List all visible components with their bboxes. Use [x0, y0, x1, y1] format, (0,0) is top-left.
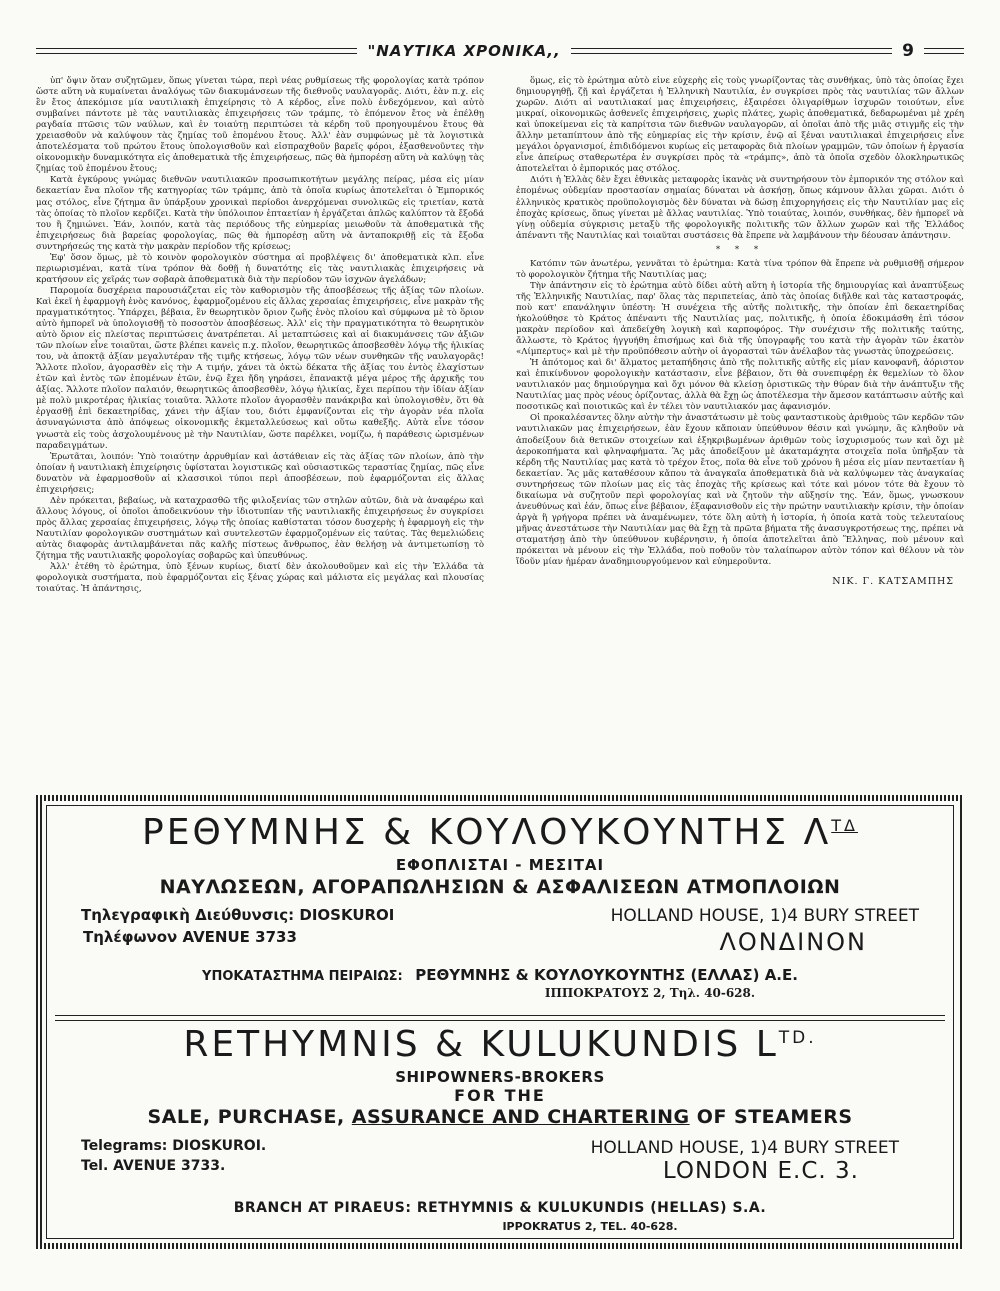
article-column-left — [36, 76, 484, 792]
header-rule-end — [924, 48, 964, 54]
greek-branch-address: ΙΠΠΟΚΡΑΤΟΥΣ 2, Τηλ. 40-628. — [544, 986, 756, 1000]
paragraph: Διότι ἡ Ἑλλὰς δὲν ἔχει ἐθνικὰς μεταφορὰς ἱκανὰς νὰ συντηρήσουν τὸν ἐμπορικόν της στόλον καὶ ἑπομένως οὐδεμίαν προστασίαν σημαίας δύναται νὰ ἀσκήσῃ, ὅπως κάμνουν ἄλλαι χῶραι. Διότι ὁ ἑλληνικὸς κρατικὸς προϋπολογισμὸς δὲν δύναται νὰ δώσῃ ἐπιχορηγήσεις εἰς τὴν Ναυτιλίαν μας εἰς ἐποχὰς κρίσεως, ὅπως γίνεται μὲ ἄλλας ναυτιλίας. Ὑπὸ τοιαύτας, λοιπόν, συνθήκας, δὲν ἠμπορεῖ νὰ γίνῃ οὐδεμία σύγκρισις μεταξὺ τῆς φορολογικῆς πολιτικῆς τῶν ἄλλων χωρῶν καὶ τῆς Ἑλλάδος ἀπέναντι τῆς Ναυτιλίας καὶ τοιαῦται συστάσεις θὰ ἔπρεπε νὰ λαμβάνουν τὴν δέουσαν ἀπάντησιν. — [516, 175, 964, 241]
english-telegrams: Telegrams: DIOSKUROI. — [81, 1138, 267, 1154]
greek-branch-row — [47, 966, 953, 984]
article-column-right — [516, 76, 964, 792]
english-for-the: FOR THE — [454, 1086, 546, 1105]
english-company-text: RETHYMNIS & KULUKUNDIS L — [183, 1024, 779, 1065]
page-header — [36, 36, 964, 66]
section-separator: * * * — [715, 244, 765, 255]
publication-title: "ΝΑΥΤΙΚΑ ΧΡΟΝΙΚΑ,, — [367, 42, 561, 60]
greek-company-name — [47, 812, 953, 853]
english-company-suffix: TD. — [778, 1028, 817, 1048]
english-company-name — [47, 1024, 953, 1065]
greek-contact-row-1 — [47, 906, 953, 926]
header-rule-left — [36, 48, 357, 54]
greek-branch-name: ΡΕΘΥΜΝΗΣ & ΚΟΥΛΟΥΚΟΥΝΤΗΣ (ΕΛΛΑΣ) Α.Ε. — [415, 966, 798, 984]
paragraph: Ἐφ' ὅσον ὅμως, μὲ τὸ κοινὸν φορολογικὸν σύστημα αἱ προβλέψεις δι' ἀποθεματικὰ κλπ. εἶνε περιωρισμέναι, κατὰ τίνα τρόπον θὰ δοθῇ ἡ δυνατότης εἰς τὰς ναυτιλιακὰς ἐπιχειρήσεις νὰ κρατήσουν εἰς χεῖράς των σοβαρὰ ἀποθεματικὰ διὰ τὴν περίοδον τῶν ἰσχνῶν ἀγελάδων; — [36, 252, 484, 285]
advertisement-divider — [55, 1015, 945, 1021]
english-contact-row-1 — [47, 1138, 953, 1158]
english-address: HOLLAND HOUSE, 1)4 BURY STREET — [590, 1138, 899, 1158]
page-number: 9 — [902, 41, 914, 61]
greek-contact-row-2 — [47, 928, 953, 956]
english-city: LONDON E.C. 3. — [662, 1158, 859, 1184]
paragraph: Δὲν πρόκειται, βεβαίως, νὰ καταχρασθῶ τῆς φιλοξενίας τῶν στηλῶν αὐτῶν, διὰ νὰ ἀναφέρω καὶ ἄλλους λόγους, οἱ ὁποῖοι ἀποδεικνύουν τὴν ἰδιοτυπίαν τῆς ναυτιλιακῆς ἐπιχειρήσεως ἐν συγκρίσει πρὸς ἄλλας χερσαίας ἐπιχειρήσεις, λόγῳ τῆς ὁποίας καθίσταται τόσον δυσχερὴς ἡ ἐφαρμογὴ εἰς τὴν Ναυτιλίαν φορολογικῶν συστημάτων καὶ συντελεστῶν ἐφαρμοζομένων εἰς ταύτας. Τὰς θεμελιώδεις αὐτὰς διαφορὰς ἀντιλαμβάνεται πᾶς καλῆς πίστεως ἄνθρωπος, ἐὰν θελήσῃ νὰ ἀντιμετωπίσῃ τὸ ζήτημα τῆς ναυτιλιακῆς φορολογίας σοβαρῶς καὶ ὑπευθύνως. — [36, 495, 484, 562]
paragraph: Τὴν ἀπάντησιν εἰς τὸ ἐρώτημα αὐτὸ δίδει αὐτὴ αὕτη ἡ ἱστορία τῆς δημιουργίας καὶ ἀναπτύξεως τῆς Ἑλληνικῆς Ναυτιλίας, παρ' ὅλας τὰς περιπετείας, ἀπὸ τὰς ὁποίας διῆλθε καὶ τὰς καταστροφάς, ποὺ κατ' επανάληψιν ὑπέστη: Ἡ συνέχεια τῆς αὐτῆς πολιτικῆς, τὴν ὁποίαν ἐπὶ δεκαετηρίδας ἠκολούθησε τὸ Κράτος ἀπέναντι τῆς Ναυτιλίας μας, πολιτικῆς, ἡ ὁποία ἐδοκιμάσθη ἐπὶ τόσον μακρὰν περίοδον καὶ ἀπεδείχθη λογικὴ καὶ καρποφόρος. Τὴν συνέχισιν τῆς πολιτικῆς ταύτης, ἄλλωστε, τὸ Κράτος ἠγγυήθη ἐπισήμως καὶ διὰ τῆς ὑπογραφῆς του κατὰ τὴν ἀγορὰν τῶν ἑκατὸν «Λίμπερτυς» καὶ μὲ τὴν προϋπόθεσιν αὐτὴν οἱ ἀγορασταὶ τῶν ἀνέλαβον τὰς γνωστὰς ὑποχρεώσεις. — [516, 280, 964, 358]
greek-branch-label: ΥΠΟΚΑΤΑΣΤΗΜΑ ΠΕΙΡΑΙΩΣ: — [202, 969, 403, 984]
paragraph: Κατόπιν τῶν ἀνωτέρω, γεννᾶται τὸ ἐρώτημα: Κατὰ τίνα τρόπον θὰ ἔπρεπε νὰ ρυθμισθῇ σήμερον τὸ φορολογικὸν ζήτημα τῆς Ναυτιλίας μας; — [516, 258, 964, 280]
english-services-a: SALE, PURCHASE, — [147, 1106, 352, 1128]
author-signature: ΝΙΚ. Γ. ΚΑΤΣΑΜΠΗΣ — [832, 576, 954, 588]
paragraph: Οἱ προκαλέσαντες ὅλην αὐτὴν τὴν ἀναστάτωσιν μὲ τοὺς φανταστικοὺς ἀριθμοὺς τῶν κερδῶν τῶν ναυτιλιακῶν μας ἐπιχειρήσεων, ἐὰν ἔχουν κἄποιαν ὑπεύθυνον θέσιν καὶ γνώμην, ἂς κληθοῦν νὰ ἀποδείξουν διὰ θετικῶν στοιχείων καὶ ἐξηκριβωμένων ἀριθμῶν τοὺς ἰσχυρισμούς των καὶ ὄχι μὲ ἀεροκοπήματα καὶ φληναφήματα. Ἂς μᾶς ἀποδείξουν μὲ ἀκαταμάχητα στοιχεῖα ποῖα ὑπῆρξαν τὰ κέρδη τῆς Ναυτιλίας μας κατὰ τὸ τρέχον ἔτος, ποῖα θὰ εἶνε τοῦ χρόνου ἢ μέσα εἰς μίαν πενταετίαν ἢ δεκαετίαν. Ἂς μᾶς καταθέσουν κἄπου τὰ ἀναγκαῖα ἀποθεματικὰ διὰ νὰ καλύψωμεν τὰς ἀναγκαίας συντηρήσεως τῶν πλοίων μας εἰς τὰς ἐποχὰς τῆς κρίσεως καὶ τότε καὶ μόνον τότε θὰ ἔχουν τὸ δικαίωμα νὰ συζητοῦν περὶ φορολογίας καὶ νὰ ζητοῦν τὴν αὔξησίν της. Ἐάν, ὅμως, γνωσκουν ἀνευθύνως καὶ ἐάν, ὅπως εἶνε βέβαιον, ἐξαφανισθοῦν εἰς τὴν πρώτην ναυτιλιακὴν κρίσιν, τὴν ὁποίαν ἀργὰ ἢ γρήγορα πρέπει νὰ ἀναμένωμεν, τότε ὅλη αὐτὴ ἡ ἱστορία, ἡ ὁποία κατὰ τοὺς τελευταίους μῆνας ἀνεστάτωσε τὴν Ναυτιλίαν μας θὰ ἔχῃ τὰ πρῶτα βήματα τῆς ἀνασυγκροτήσεως της, πρέπει νὰ σταματήσῃ ἀπὸ τὴν ὑπεύθυνον κυβέρνησιν, ἡ ὁποία ἀποτελεῖται ἀπὸ Ἕλληνας, ποὺ μένουν καὶ πρόκειται νὰ μένουν εἰς τὴν Ἑλλάδα, ποὺ ποθοῦν τὸν ταλαίπωρον αὐτὸν τόπον καὶ θέλουν νὰ τὸν ἴδοῦν μίαν ἡμέραν ἀναδημιουργούμενον καὶ εὐημεροῦντα. — [516, 413, 964, 568]
paragraph: ὑπ' ὄψιν ὅταν συζητῶμεν, ὅπως γίνεται τώρα, περὶ νέας ρυθμίσεως τῆς φορολογίας κατὰ τρόπον ὥστε αὕτη νὰ κυμαίνεται ἀναλόγως τῶν διακυμάνσεων τῆς διεθνοῦς ναυλαγορᾶς. Διότι, ἐὰν π.χ. εἰς ἓν ἔτος ἀπεκόμισε μία ναυτιλιακὴ ἐπιχείρησις τὸ Α κέρδος, εἶνε πολὺ ἐνδεχόμενον, καὶ αὐτὸ συμβαίνει πάντοτε μὲ τὰς ναυτιλιακὰς ἐπιχειρήσεις τῶν τράμπς, τὸ ἑπόμενον ἔτος νὰ ἐπέλθῃ ραγδαία πτῶσις τῶν ναύλων, καὶ ἐν τοιαύτῃ περιπτώσει τὰ κέρδη τοῦ προηγουμένου ἔτους θὰ χρειασθοῦν νὰ καλύψουν τὰς ζημίας τοῦ ἑπομένου ἔτους. Ἀλλ' ἐὰν συμφώνως μὲ τὰ λογιστικὰ ἀποτελέσματα τοῦ πρώτου ἔτους ὑπολογισθοῦν καὶ εἰσπραχθοῦν βαρεῖς φόροι, ἐξασθενοῦντες τὴν οἰκονομικὴν δυναμικότητα εἰς ἀποθεματικὰ τῆς ἐπιχειρήσεως, πῶς θὰ ἠμπορέσῃ αὕτη νὰ καλύψῃ τὰς ζημίας τοῦ ἑπομένου ἔτους; — [36, 76, 484, 175]
english-services — [47, 1106, 953, 1128]
header-rule-right — [571, 48, 892, 54]
greek-telegraph: Τηλεγραφικὴ Διεύθυνσις: DIOSKUROI — [81, 906, 395, 924]
paragraph: Ἐρωτᾶται, λοιπόν: Ὑπὸ τοιαύτην ἀρρυθμίαν καὶ ἀστάθειαν εἰς τὰς ἀξίας τῶν πλοίων, ἀπὸ τὴν ὁποίαν ἡ ναυτιλιακὴ ἐπιχείρησις ὑφίσταται λογιστικῶς καὶ οὐσιαστικῶς τεραστίας ζημίας, πῶς εἶνε δυνατὸν νὰ ἐφαρμοσθοῦν αἱ κλασσικοὶ τύποι περὶ ἀποσβέσεων, ποὺ ἐφαρμόζονται εἰς ἄλλας ἐπιχειρήσεις; — [36, 451, 484, 495]
greek-address: HOLLAND HOUSE, 1)4 BURY STREET — [610, 906, 919, 926]
paragraph: Ἀλλ' ἐτέθη τὸ ἐρώτημα, ὑπὸ ξένων κυρίως, διατί δὲν ἀκολουθοῦμεν καὶ εἰς τὴν Ἑλλάδα τὰ φορολογικὰ συστήματα, ποὺ ἐφαρμόζονται εἰς ξένας χώρας καὶ μάλιστα εἰς μεγάλας καὶ πλουσίας τοιαύτας. Ἡ ἀπάντησις, — [36, 562, 484, 595]
paragraph: Παρομοία δυσχέρεια παρουσιάζεται εἰς τὸν καθορισμὸν τῆς ἀποσβέσεως τῆς ἀξίας τῶν πλοίων. Καὶ ἐκεῖ ἡ ἐφαρμογὴ ἑνὸς κανόνος, ἐφαρμοζομένου εἰς ἄλλας χερσαίας ἐπιχειρήσεις, εἶνε μακρὰν τῆς πραγματικότητος. Ὑπάρχει, βέβαια, ἓν θεωρητικὸν ὅριον ζωῆς ἑνὸς πλοίου καὶ σύμφωνα μὲ τὸ ὅριον αὐτὸ ἠμπορεῖ νὰ ὑπολογισθῇ τὸ ποσοστὸν ἀποσβέσεως. Ἀλλ' εἰς τὴν πραγματικότητα τὸ θεωρητικὸν αὐτὸ ὅριον εἰς πλείστας περιπτώσεις ἀνατρέπεται. Αἱ μεταπτώσεις καὶ αἱ διακυμάνσεις τῶν ἀξιῶν τῶν πλοίων εἶνε τοιαῦται, ὥστε βλέπει κανεὶς π.χ. πλοῖον, θεωρητικῶς ἀποσβεσθὲν λόγῳ τῆς ἡλικίας του, νὰ ἀποκτᾷ ἀξίαν μεγαλυτέραν τῆς τιμῆς κτήσεως, λόγῳ τῶν νέων συνθηκῶν τῆς ναυλαγορᾶς! Ἄλλοτε πλοῖον, ἀγορασθὲν εἰς τὴν Α τιμήν, χάνει τὰ ὀκτὼ δέκατα τῆς ἀξίας του ἐντὸς ἐλαχίστων ἐτῶν καὶ ἐντὸς τῶν ἑπομένων ἐτῶν, ἐνῷ ἔχει ἤδη γηράσει, ἐπανακτᾷ μέγα μέρος τῆς ἀρχικῆς του ἀξίας. Ἄλλοτε πλοῖον παλαιόν, θεωρητικῶς ἀποσβεσθὲν, λόγῳ ἡλικίας, ἔχει περίπου τὴν ἰδίαν ἀξίαν μὲ πολὺ μικροτέρας ἡλικίας τοιαῦτα. Ἄλλοτε πλοῖον ἀγορασθὲν πανάκριβα καὶ ὑπολογισθὲν, ὅτι θὰ ἐργασθῇ ἐπὶ δεκαετηρίδας, χάνει τὴν ἀξίαν του, διότι ἐμφανίζονται εἰς τὴν ἀγορὰν νέα πλοῖα ἀσυναγώνιστα ἀπὸ ἀπόψεως οἰκονομικῆς ἐκμεταλλεύσεως καὶ οὕτω καθεξῆς. Αὐτὰ εἶνε τόσον γνωστὰ εἰς τοὺς ἀσχολουμένους μὲ τὴν Ναυτιλίαν, ὥστε παρέλκει, νομίζω, ἡ παράθεσις ὡρισμένων παραδειγμάτων. — [36, 285, 484, 451]
english-contact-row-2 — [47, 1158, 953, 1184]
paragraph: Ἡ ἀπότομος καὶ δι' ἅλματος μεταπήδησις ἀπὸ τῆς πολιτικῆς αὐτῆς εἰς μίαν κανοφανῆ, ἀόριστον καὶ ἐπικίνδυνον φορολογικὴν κατάστασιν, εἶνε βέβαιον, ὅτι θὰ συνεπιφέρῃ ἐκ θεμελίων τὸ ὅλον ναυτιλιακόν μας δημιούργημα καὶ ὄχι μόνον θὰ κλείσῃ ὁριστικῶς τὴν θύραν διὰ τὴν ἀνάπτυξιν τῆς Ναυτιλίας μας πρὸς νέους ὁρίζοντας, ἀλλὰ θὰ ἔχῃ ὡς ἀποτέλεσμα τὴν ἄμεσον κατάπτωσιν αὐτῆς καὶ ποσοτικῶς καὶ ποιοτικῶς καὶ ἐν τέλει τὸν ναυτιλιακόν μας ἀφανισμόν. — [516, 358, 964, 413]
greek-city: ΛΟΝΔΙΝΟΝ — [719, 928, 867, 956]
greek-telephone: Τηλέφωνον AVENUE 3733 — [83, 928, 297, 946]
english-role: SHIPOWNERS-BROKERS — [395, 1068, 605, 1086]
advertisement-frame — [46, 805, 954, 1239]
paragraph: ὅμως, εἰς τὸ ἐρώτημα αὐτὸ εἶνε εὐχερὴς εἰς τοὺς γνωρίζοντας τὰς συνθήκας, ὑπὸ τὰς ὁποίας ἔχει δημιουργηθῇ, ζῇ καὶ ἐργάζεται ἡ Ἑλληνικὴ Ναυτιλία, ἐν συγκρίσει πρὸς τὰς ναυτιλίας τῶν ἄλλων χωρῶν. Διότι αἱ ναυτιλιακαί μας ἐπιχειρήσεις, ἐξαιρέσει ὀλιγαρίθμων ἰσχυρῶν τοιούτων, εἶνε μικραί, οἰκονομικῶς ἀσθενεῖς ἐπιχειρήσεις, χωρὶς πλάτες, χωρὶς ἀποθεματικά, δεδαρωμέναι μὲ χρέη καὶ ὑποκείμεναι εἰς τὰ καπρίτσια τῶν διεθνῶν ναυλαγορῶν, αἱ ὁποῖαι ἀπὸ τῆς μιᾶς στιγμῆς εἰς τὴν ἄλλην μεταπίπτουν ἀπὸ τῆς εὐημερίας εἰς τὴν κρίσιν, ἐνῷ αἱ ξέναι ναυτιλιακαὶ ἐπιχειρήσεις εἶνε μεγάλοι ὀργανισμοί, ἐπιδιδόμενοι κυρίως εἰς μεταφορὰς διὰ πλοίων γραμμῶν, τῶν ὁποίων ἡ ἐργασία εἶνε ἀπείρως σταθερωτέρα ἐν συγκρίσει πρὸς τὰ «τράμπς», ἀπὸ τὰ ὁποῖα σχεδὸν ὁλοκληρωτικῶς ἀποτελεῖται ὁ ἐμπορικός μας στόλος. — [516, 76, 964, 175]
english-services-c: OF STEAMERS — [689, 1106, 853, 1128]
paragraph: Κατὰ ἐγκύρους γνώμας διεθνῶν ναυτιλιακῶν προσωπικοτήτων μεγάλης πείρας, μέσα εἰς μίαν δεκαετίαν ἕνα πλοῖον τῆς κατηγορίας τῶν τράμπς, ἀπὸ τὰ ὁποῖα κυρίως ἀποτελεῖται ὁ Ἐμπορικός μας στόλος, εἶνε ζήτημα ἂν ὑπάρξουν χρονικαὶ περίοδοι ἀνερχόμεναι συνολικῶς εἰς τριετίαν, κατὰ τὰς ὁποίας τὸ πλοῖον κερδίζει. Κατὰ τὴν ὑπόλοιπον ἑπταετίαν ἡ ἐργάζεται ἁπλῶς καλύπτον τὰ ἔξοδά του ἢ ζημιώνει. Ἐάν, λοιπόν, κατὰ τὰς περιόδους τῆς εὐημερίας μειωθοῦν τὰ ἀποθεματικὰ τῆς ἐπιχειρήσεως διὰ βαρείας φορολογίας, πῶς θὰ ἠμπορέσῃ αὕτη νὰ ἀνταποκριθῇ εἰς τὰ ἔξοδα συντηρήσεώς της κατὰ τὴν μακρὰν περίοδον τῆς κρίσεως; — [36, 175, 484, 252]
greek-company-text: ΡΕΘΥΜΝΗΣ & ΚΟΥΛΟΥΚΟΥΝΤΗΣ Λ — [142, 812, 832, 853]
greek-services: ΝΑΥΛΩΣΕΩΝ, ΑΓΟΡΑΠΩΛΗΣΙΩΝ & ΑΣΦΑΛΙΣΕΩΝ ΑΤΜΟΠΛΟΙΩΝ — [159, 876, 841, 898]
greek-company-suffix: ΤΔ — [831, 816, 858, 835]
greek-role: ΕΦΟΠΛΙΣΤΑΙ - ΜΕΣΙΤΑΙ — [395, 856, 605, 874]
english-services-b: ASSURANCE AND CHARTERING — [351, 1106, 690, 1128]
english-branch-address: IPPOKRATUS 2, TEL. 40-628. — [502, 1220, 678, 1233]
english-tel: Tel. AVENUE 3733. — [81, 1158, 226, 1174]
article-body — [36, 76, 964, 792]
english-branch: BRANCH AT PIRAEUS: RETHYMNIS & KULUKUNDIS (HELLAS) S.A. — [233, 1200, 767, 1216]
advertisement — [36, 795, 964, 1249]
